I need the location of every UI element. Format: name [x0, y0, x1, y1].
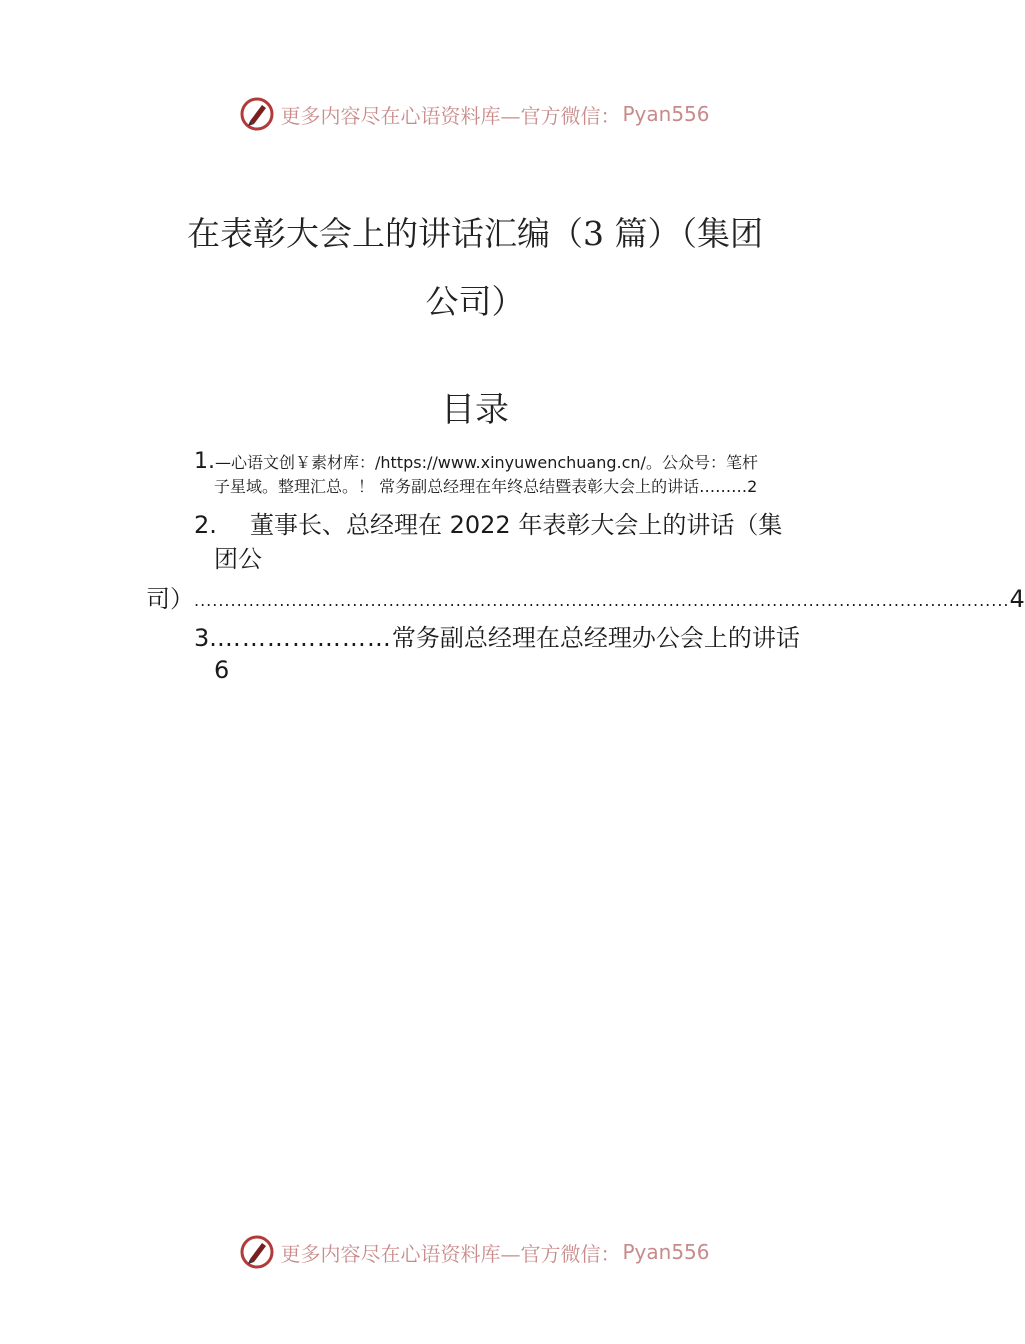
- toc-page-number: 4: [1009, 585, 1025, 613]
- header-banner: [0, 94, 950, 134]
- toc-entry-3[interactable]: [194, 622, 806, 686]
- toc-heading: 目录: [441, 390, 509, 430]
- title-line-2: 公司）: [425, 282, 525, 321]
- toc-entry-text-continued: 子星域。整理汇总。！ 常务副总经理在年终总结暨表彰大会上的讲话………2: [214, 477, 758, 496]
- toc-dot-leader: …………………: [216, 624, 392, 652]
- toc-entry-text-continued: 司）: [146, 585, 194, 613]
- pen-logo-icon: [240, 1235, 274, 1269]
- toc-entry-number: 1.: [194, 449, 215, 474]
- toc-entry-number: 2.: [194, 511, 217, 539]
- footer-banner: [0, 1232, 950, 1272]
- toc-entry-text-continued: 团公: [214, 545, 262, 573]
- toc-entry-text: —心语文创￥素材库：/https://www.xinyuwenchuang.cn/。公众号：笔杆: [215, 453, 758, 472]
- toc-entry-2[interactable]: [194, 508, 806, 576]
- banner-wechat-id: Pyan556: [622, 1240, 710, 1264]
- banner-wechat-id: Pyan556: [622, 102, 710, 126]
- toc-dot-leader: ......................................................................................................................................: [194, 591, 1010, 610]
- pen-logo-icon: [240, 97, 274, 131]
- toc-entry-2-leader-line[interactable]: [146, 582, 1025, 620]
- toc-entry-number: 3.: [194, 624, 217, 652]
- toc-page-number: 6: [214, 656, 230, 684]
- banner-text: 更多内容尽在心语资料库—官方微信：: [280, 1241, 621, 1266]
- banner-text: 更多内容尽在心语资料库—官方微信：: [280, 103, 621, 128]
- document-title: [130, 200, 820, 336]
- toc-entry-text: 常务副总经理在总经理办公会上的讲话: [391, 624, 800, 652]
- title-line-1: 在表彰大会上的讲话汇编（3 篇）（集团: [187, 214, 763, 253]
- toc-entry-text: 董事长、总经理在 2022 年表彰大会上的讲话（集: [250, 511, 783, 539]
- toc-entry-1[interactable]: [194, 450, 818, 499]
